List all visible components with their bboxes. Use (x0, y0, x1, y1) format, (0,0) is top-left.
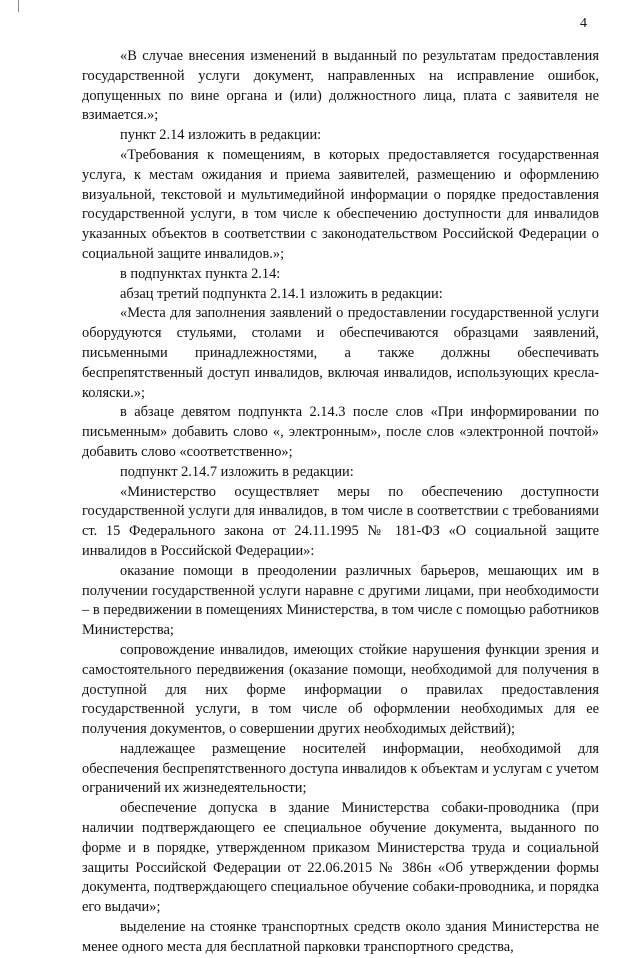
body-text (82, 47, 599, 958)
paragraph: «Министерство осуществляет меры по обеспечению доступности государственной услуги для инвалидов, в том числе в соответствии с требованиями ст. 15 Федерального закона от 24.11.1995 № 181-ФЗ «О социальной защите инвалидов в Российской Федерации»: (82, 483, 599, 559)
paragraph: «Места для заполнения заявлений о предоставлении государственной услуги оборудуются стульями, столами и обеспечиваются образцами заявлений, письменными принадлежностями, а также должны обеспечивать беспрепятственный доступ инвалидов, включая инвалидов, использующих кресла-коляски.»; (82, 305, 599, 401)
scan-mark (18, 0, 19, 12)
paragraph: обеспечение допуска в здание Министерства собаки-проводника (при наличии подтверждающего ее специальное обучение документа, выданного по форме и в порядке, утвержденном приказом Министерства труда и социальной защиты Российской Федерации от 22.06.2015 № 386н «Об утверждении формы документа, подтверждающего специальное обучение собаки-проводника, и порядка его выдачи»; (82, 800, 599, 916)
paragraph: в абзаце девятом подпункта 2.14.3 после слов «При информировании по письменным» добавить слово «, электронным», после слов «электронной почтой» добавить слово «соответственно»; (82, 404, 599, 460)
page-number: 4 (580, 16, 587, 31)
paragraph: надлежащее размещение носителей информации, необходимой для обеспечения беспрепятственного доступа инвалидов к объектам и услугам с учетом ограничений их жизнедеятельности; (82, 740, 599, 797)
paragraph: пункт 2.14 изложить в редакции: (120, 127, 322, 144)
paragraph: «В случае внесения изменений в выданный по результатам предоставления государственной услуги документ, направленных на исправление ошибок, допущенных по вине органа и (или) должностного лица, плата с заявителя не взимается.»; (82, 48, 599, 124)
paragraph: в подпунктах пункта 2.14: (120, 265, 281, 282)
paragraph: выделение на стоянке транспортных средств около здания Министерства не менее одного места для бесплатной парковки транспортного средства, (82, 919, 599, 955)
paragraph: оказание помощи в преодолении различных барьеров, мешающих им в получении государственной услуги наравне с другими лицами, при необходимости – в передвижении в помещениях Министерства, в том числе с помощью работников Министерства; (82, 562, 599, 639)
paragraph: «Требования к помещениям, в которых предоставляется государственная услуга, к местам ожидания и приема заявителей, размещению и оформлению визуальной, текстовой и мультимедийной информации о порядке предоставления государственной услуги, в том числе к обеспечению доступности для инвалидов указанных объектов в соответствии с законодательством Российской Федерации о социальной защите инвалидов.»; (82, 146, 599, 262)
paragraph: сопровождение инвалидов, имеющих стойкие нарушения функции зрения и самостоятельного передвижения (оказание помощи, необходимой для получения в доступной для них форме информации о правилах предоставления государственной услуги, в том числе об оформлении необходимых для ее получения документов, о совершении других необходимых действий); (82, 641, 599, 738)
paragraph: подпункт 2.14.7 изложить в редакции: (120, 463, 354, 480)
paragraph: абзац третий подпункта 2.14.1 изложить в редакции: (120, 285, 443, 302)
